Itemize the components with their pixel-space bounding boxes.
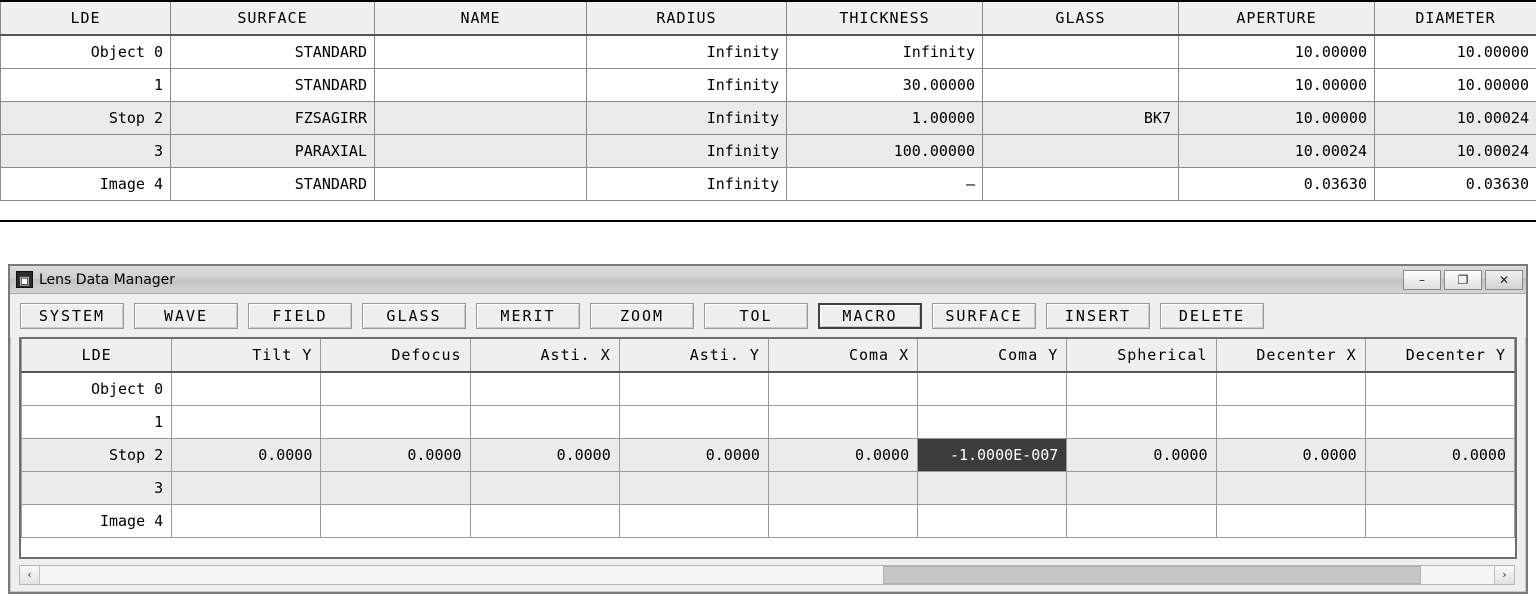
cell-decenter-x[interactable]: 0.0000 xyxy=(1216,438,1365,471)
column-header-asti-y[interactable]: Asti. Y xyxy=(619,339,768,372)
cell-aperture[interactable]: 10.00000 xyxy=(1179,35,1375,68)
cell-defocus[interactable]: 0.0000 xyxy=(321,438,470,471)
manager-row[interactable] xyxy=(22,504,1515,537)
cell-coma-y[interactable] xyxy=(918,471,1067,504)
table-row[interactable] xyxy=(1,101,1536,134)
cell-surface[interactable]: PARAXIAL xyxy=(171,134,375,167)
cell-defocus[interactable] xyxy=(321,372,470,405)
cell-thickness[interactable]: 30.00000 xyxy=(787,68,983,101)
cell-asti-y[interactable] xyxy=(619,504,768,537)
column-header-surface[interactable]: SURFACE xyxy=(171,2,375,35)
cell-radius[interactable]: Infinity xyxy=(587,134,787,167)
table-row[interactable] xyxy=(1,134,1536,167)
column-header-lde[interactable]: LDE xyxy=(1,2,171,35)
cell-lde[interactable]: Stop 2 xyxy=(1,101,171,134)
cell-coma-x[interactable] xyxy=(768,372,917,405)
cell-spherical[interactable] xyxy=(1067,405,1216,438)
cell-glass[interactable] xyxy=(983,134,1179,167)
cell-defocus[interactable] xyxy=(321,405,470,438)
cell-lde[interactable]: Stop 2 xyxy=(22,438,172,471)
window-title: Lens Data Manager xyxy=(39,271,176,288)
close-button[interactable]: ✕ xyxy=(1485,270,1523,290)
table-row[interactable] xyxy=(1,35,1536,68)
toolbar-button-wave[interactable]: WAVE xyxy=(134,303,238,329)
column-header-name[interactable]: NAME xyxy=(375,2,587,35)
column-header-glass[interactable]: GLASS xyxy=(983,2,1179,35)
cell-radius[interactable]: Infinity xyxy=(587,35,787,68)
toolbar-button-delete[interactable]: DELETE xyxy=(1160,303,1264,329)
cell-radius[interactable]: Infinity xyxy=(587,101,787,134)
table-row[interactable] xyxy=(1,167,1536,200)
column-header-defocus[interactable]: Defocus xyxy=(321,339,470,372)
window-titlebar[interactable] xyxy=(10,266,1526,294)
table-header-row xyxy=(1,2,1536,35)
cell-name[interactable] xyxy=(375,134,587,167)
cell-decenter-x[interactable] xyxy=(1216,372,1365,405)
cell-name[interactable] xyxy=(375,167,587,200)
toolbar-button-merit[interactable]: MERIT xyxy=(476,303,580,329)
cell-diameter[interactable]: 10.00000 xyxy=(1375,68,1536,101)
cell-coma-y[interactable] xyxy=(918,405,1067,438)
column-header-lde[interactable]: LDE xyxy=(22,339,172,372)
column-header-tilt-y[interactable]: Tilt Y xyxy=(172,339,321,372)
cell-lde[interactable]: 1 xyxy=(22,405,172,438)
cell-coma-y[interactable] xyxy=(918,372,1067,405)
cell-spherical[interactable] xyxy=(1067,471,1216,504)
toolbar-button-zoom[interactable]: ZOOM xyxy=(590,303,694,329)
cell-asti-y[interactable] xyxy=(619,372,768,405)
cell-diameter[interactable]: 0.03630 xyxy=(1375,167,1536,200)
toolbar-button-macro[interactable]: MACRO xyxy=(818,303,922,329)
cell-asti-y[interactable] xyxy=(619,471,768,504)
cell-thickness[interactable]: Infinity xyxy=(787,35,983,68)
cell-glass[interactable] xyxy=(983,167,1179,200)
manager-grid xyxy=(21,339,1515,538)
cell-asti-x[interactable] xyxy=(470,372,619,405)
cell-aperture[interactable]: 10.00024 xyxy=(1179,134,1375,167)
cell-glass[interactable] xyxy=(983,35,1179,68)
cell-diameter[interactable]: 10.00024 xyxy=(1375,134,1536,167)
lens-data-editor-table xyxy=(0,0,1536,222)
cell-lde[interactable]: Object 0 xyxy=(22,372,172,405)
cell-thickness[interactable]: 100.00000 xyxy=(787,134,983,167)
manager-grid-area xyxy=(19,337,1517,559)
cell-spherical[interactable]: 0.0000 xyxy=(1067,438,1216,471)
cell-aperture[interactable]: 10.00000 xyxy=(1179,68,1375,101)
cell-aperture[interactable]: 10.00000 xyxy=(1179,101,1375,134)
column-header-decenter-y[interactable]: Decenter Y xyxy=(1365,339,1514,372)
lens-data-manager-window xyxy=(8,264,1528,594)
cell-lde[interactable]: Object 0 xyxy=(1,35,171,68)
cell-decenter-y[interactable] xyxy=(1365,471,1514,504)
manager-row[interactable] xyxy=(22,372,1515,405)
minimize-button[interactable]: – xyxy=(1403,270,1441,290)
column-header-decenter-x[interactable]: Decenter X xyxy=(1216,339,1365,372)
column-header-diameter[interactable]: DIAMETER xyxy=(1375,2,1536,35)
cell-name[interactable] xyxy=(375,101,587,134)
cell-name[interactable] xyxy=(375,35,587,68)
toolbar-button-insert[interactable]: INSERT xyxy=(1046,303,1150,329)
cell-thickness[interactable]: 1.00000 xyxy=(787,101,983,134)
cell-tilt-y[interactable] xyxy=(172,471,321,504)
cell-asti-y[interactable]: 0.0000 xyxy=(619,438,768,471)
scrollbar-track[interactable] xyxy=(40,566,1494,584)
cell-coma-x[interactable] xyxy=(768,405,917,438)
cell-diameter[interactable]: 10.00000 xyxy=(1375,35,1536,68)
cell-asti-x[interactable] xyxy=(470,405,619,438)
cell-tilt-y[interactable] xyxy=(172,504,321,537)
toolbar-button-field[interactable]: FIELD xyxy=(248,303,352,329)
toolbar-button-surface[interactable]: SURFACE xyxy=(932,303,1036,329)
cell-lde[interactable]: Image 4 xyxy=(1,167,171,200)
cell-glass[interactable]: BK7 xyxy=(983,101,1179,134)
cell-name[interactable] xyxy=(375,68,587,101)
cell-coma-y[interactable] xyxy=(918,504,1067,537)
cell-tilt-y[interactable] xyxy=(172,405,321,438)
scroll-left-arrow-icon[interactable]: ‹ xyxy=(20,566,40,584)
column-header-aperture[interactable]: APERTURE xyxy=(1179,2,1375,35)
toolbar-button-system[interactable]: SYSTEM xyxy=(20,303,124,329)
lde-grid xyxy=(0,2,1536,201)
cell-defocus[interactable] xyxy=(321,504,470,537)
cell-lde[interactable]: 3 xyxy=(1,134,171,167)
cell-tilt-y[interactable]: 0.0000 xyxy=(172,438,321,471)
toolbar-button-tol[interactable]: TOL xyxy=(704,303,808,329)
toolbar-button-glass[interactable]: GLASS xyxy=(362,303,466,329)
window-controls xyxy=(1403,270,1523,290)
column-header-asti-x[interactable]: Asti. X xyxy=(470,339,619,372)
manager-row[interactable] xyxy=(22,405,1515,438)
cell-spherical[interactable] xyxy=(1067,372,1216,405)
cell-diameter[interactable]: 10.00024 xyxy=(1375,101,1536,134)
cell-lde[interactable]: 1 xyxy=(1,68,171,101)
cell-coma-x[interactable]: 0.0000 xyxy=(768,438,917,471)
cell-decenter-x[interactable] xyxy=(1216,504,1365,537)
scrollbar-thumb[interactable] xyxy=(883,566,1421,584)
horizontal-scrollbar[interactable] xyxy=(19,565,1515,585)
cell-defocus[interactable] xyxy=(321,471,470,504)
cell-tilt-y[interactable] xyxy=(172,372,321,405)
cell-surface[interactable]: FZSAGIRR xyxy=(171,101,375,134)
cell-surface[interactable]: STANDARD xyxy=(171,68,375,101)
manager-row[interactable] xyxy=(22,471,1515,504)
cell-coma-x[interactable] xyxy=(768,504,917,537)
cell-surface[interactable]: STANDARD xyxy=(171,35,375,68)
cell-coma-y-selected[interactable]: -1.0000E-007 xyxy=(918,438,1067,471)
cell-decenter-y[interactable] xyxy=(1365,504,1514,537)
cell-coma-x[interactable] xyxy=(768,471,917,504)
cell-lde[interactable]: 3 xyxy=(22,471,172,504)
cell-decenter-x[interactable] xyxy=(1216,471,1365,504)
cell-spherical[interactable] xyxy=(1067,504,1216,537)
cell-asti-x[interactable]: 0.0000 xyxy=(470,438,619,471)
toolbar xyxy=(10,294,1526,337)
column-header-radius[interactable]: RADIUS xyxy=(587,2,787,35)
table-row[interactable] xyxy=(1,68,1536,101)
cell-lde[interactable]: Image 4 xyxy=(22,504,172,537)
cell-asti-y[interactable] xyxy=(619,405,768,438)
manager-row[interactable] xyxy=(22,438,1515,471)
cell-decenter-y[interactable] xyxy=(1365,372,1514,405)
cell-asti-x[interactable] xyxy=(470,471,619,504)
cell-aperture[interactable]: 0.03630 xyxy=(1179,167,1375,200)
cell-radius[interactable]: Infinity xyxy=(587,68,787,101)
cell-decenter-y[interactable] xyxy=(1365,405,1514,438)
cell-asti-x[interactable] xyxy=(470,504,619,537)
manager-header-row xyxy=(22,339,1515,372)
cell-thickness[interactable]: – xyxy=(787,167,983,200)
maximize-button[interactable]: ❐ xyxy=(1444,270,1482,290)
cell-surface[interactable]: STANDARD xyxy=(171,167,375,200)
cell-radius[interactable]: Infinity xyxy=(587,167,787,200)
cell-decenter-x[interactable] xyxy=(1216,405,1365,438)
column-header-spherical[interactable]: Spherical xyxy=(1067,339,1216,372)
column-header-thickness[interactable]: THICKNESS xyxy=(787,2,983,35)
application-icon: ▣ xyxy=(16,271,33,288)
scroll-right-arrow-icon[interactable]: › xyxy=(1494,566,1514,584)
cell-decenter-y[interactable]: 0.0000 xyxy=(1365,438,1514,471)
cell-glass[interactable] xyxy=(983,68,1179,101)
column-header-coma-y[interactable]: Coma Y xyxy=(918,339,1067,372)
column-header-coma-x[interactable]: Coma X xyxy=(768,339,917,372)
